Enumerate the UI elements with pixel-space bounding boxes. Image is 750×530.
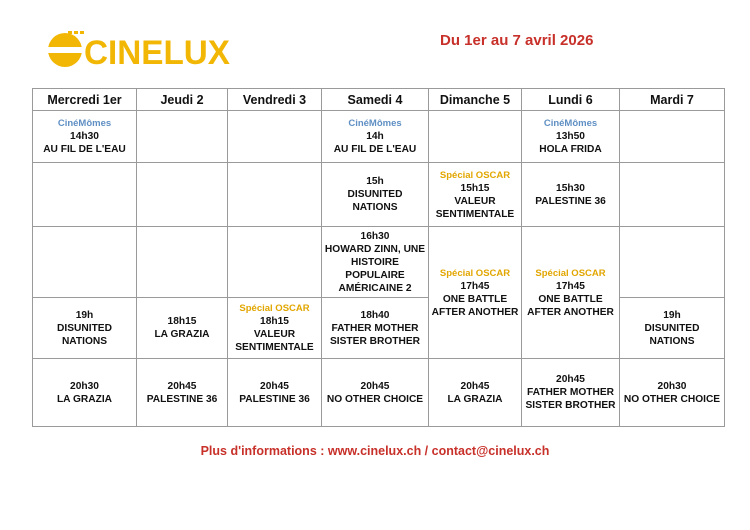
schedule-row-3 bbox=[33, 227, 725, 298]
website-link[interactable]: www.cinelux.ch bbox=[327, 444, 422, 458]
screening-cell bbox=[322, 111, 429, 163]
schedule-row-5 bbox=[33, 359, 725, 427]
film-title: LA GRAZIA bbox=[154, 329, 210, 340]
screening-time: 20h30 bbox=[657, 380, 687, 392]
film-title: PALESTINE 36 bbox=[146, 393, 218, 405]
screening-time: 20h45 bbox=[260, 380, 289, 392]
film-title: NO OTHER CHOICE bbox=[623, 393, 721, 405]
schedule-table bbox=[32, 88, 725, 427]
screening-time: 17h45 bbox=[460, 280, 490, 292]
screening-time: 18h15 bbox=[167, 316, 197, 327]
empty-cell bbox=[137, 111, 228, 163]
screening-time: 20h45 bbox=[556, 374, 585, 385]
screening-time: 15h bbox=[366, 176, 384, 187]
cinemomes-tag: CinéMômes bbox=[543, 118, 598, 129]
screening-cell bbox=[322, 359, 429, 427]
empty-cell bbox=[137, 227, 228, 298]
film-title: FATHER MOTHER SISTER BROTHER bbox=[525, 387, 616, 411]
empty-cell bbox=[228, 227, 322, 298]
header bbox=[0, 0, 750, 80]
screening-time: 20h30 bbox=[70, 380, 99, 392]
screening-cell bbox=[137, 298, 228, 359]
day-header-thu: Jeudi 2 bbox=[137, 89, 228, 111]
film-title: PALESTINE 36 bbox=[535, 195, 606, 207]
film-title: LA GRAZIA bbox=[447, 393, 503, 405]
footer-separator: / bbox=[421, 444, 432, 458]
film-title: NO OTHER CHOICE bbox=[326, 393, 424, 405]
screening-time: 16h30 bbox=[360, 230, 390, 242]
screening-time: 14h bbox=[366, 131, 384, 142]
screening-time: 20h45 bbox=[167, 380, 197, 392]
schedule-row-1 bbox=[33, 111, 725, 163]
screening-cell bbox=[429, 227, 522, 359]
screening-time: 18h15 bbox=[260, 316, 289, 327]
cinemomes-tag: CinéMômes bbox=[57, 118, 112, 129]
logo-text: CINELUX bbox=[84, 34, 231, 72]
film-title: AU FIL DE L'EAU bbox=[333, 144, 417, 155]
film-title: HOLA FRIDA bbox=[539, 144, 602, 155]
film-title: ONE BATTLE AFTER ANOTHER bbox=[431, 293, 519, 318]
film-title: DISUNITED NATIONS bbox=[347, 189, 403, 213]
cinemomes-tag: CinéMômes bbox=[348, 118, 402, 129]
email-link[interactable]: contact@cinelux.ch bbox=[431, 444, 550, 458]
day-header-tue: Mardi 7 bbox=[620, 89, 725, 111]
footer-info bbox=[0, 444, 750, 458]
screening-time: 15h30 bbox=[556, 182, 585, 194]
screening-time: 15h15 bbox=[460, 182, 490, 194]
special-oscar-tag: Spécial OSCAR bbox=[439, 267, 511, 279]
screening-cell bbox=[522, 111, 620, 163]
film-title: DISUNITED NATIONS bbox=[57, 322, 112, 347]
empty-cell bbox=[137, 163, 228, 227]
film-title: PALESTINE 36 bbox=[239, 393, 310, 405]
empty-cell bbox=[228, 163, 322, 227]
film-title: AU FIL DE L'EAU bbox=[43, 144, 126, 155]
day-header-mon: Lundi 6 bbox=[522, 89, 620, 111]
schedule-row-2 bbox=[33, 163, 725, 227]
film-title: LA GRAZIA bbox=[56, 393, 113, 405]
screening-cell bbox=[228, 359, 322, 427]
empty-cell bbox=[33, 163, 137, 227]
screening-cell bbox=[228, 298, 322, 359]
empty-cell bbox=[620, 227, 725, 298]
screening-cell bbox=[33, 111, 137, 163]
special-oscar-tag: Spécial OSCAR bbox=[439, 169, 511, 181]
screening-time: 19h bbox=[75, 309, 94, 321]
screening-cell bbox=[620, 359, 725, 427]
screening-cell bbox=[522, 359, 620, 427]
screening-time: 19h bbox=[663, 309, 681, 321]
screening-time: 14h30 bbox=[70, 131, 99, 142]
empty-cell bbox=[429, 111, 522, 163]
screening-time: 17h45 bbox=[556, 280, 585, 292]
special-oscar-tag: Spécial OSCAR bbox=[535, 267, 606, 279]
day-header-wed: Mercredi 1er bbox=[33, 89, 137, 111]
day-header-sun: Dimanche 5 bbox=[429, 89, 522, 111]
header-row bbox=[33, 89, 725, 111]
film-title: DISUNITED NATIONS bbox=[644, 322, 700, 347]
empty-cell bbox=[620, 163, 725, 227]
screening-cell bbox=[33, 359, 137, 427]
cinelux-logo bbox=[44, 28, 234, 72]
screening-cell bbox=[33, 298, 137, 359]
empty-cell bbox=[228, 111, 322, 163]
footer-prefix: Plus d'informations : bbox=[200, 444, 328, 458]
screening-time: 20h45 bbox=[360, 380, 390, 392]
screening-cell bbox=[522, 227, 620, 359]
empty-cell bbox=[33, 227, 137, 298]
screening-cell bbox=[522, 163, 620, 227]
film-title: ONE BATTLE AFTER ANOTHER bbox=[527, 293, 614, 318]
screening-cell bbox=[429, 359, 522, 427]
screening-cell bbox=[322, 298, 429, 359]
empty-cell bbox=[620, 111, 725, 163]
screening-cell bbox=[429, 163, 522, 227]
logo-graphic bbox=[44, 28, 234, 72]
day-header-fri: Vendredi 3 bbox=[228, 89, 322, 111]
film-title: VALEUR SENTIMENTALE bbox=[235, 329, 314, 353]
screening-cell bbox=[620, 298, 725, 359]
screening-time: 18h40 bbox=[360, 309, 390, 321]
film-title: HOWARD ZINN, UNE HISTOIRE POPULAIRE AMÉRICAINE 2 bbox=[324, 243, 426, 294]
day-header-sat: Samedi 4 bbox=[322, 89, 429, 111]
special-oscar-tag: Spécial OSCAR bbox=[239, 303, 310, 314]
screening-time: 20h45 bbox=[460, 380, 490, 392]
schedule-row-4 bbox=[33, 298, 725, 359]
film-title: FATHER MOTHER SISTER BROTHER bbox=[330, 322, 420, 347]
screening-cell bbox=[322, 227, 429, 298]
date-range: Du 1er au 7 avril 2026 bbox=[440, 32, 594, 49]
film-title: VALEUR SENTIMENTALE bbox=[435, 195, 515, 220]
screening-cell bbox=[322, 163, 429, 227]
screening-cell bbox=[137, 359, 228, 427]
screening-time: 13h50 bbox=[556, 131, 585, 142]
